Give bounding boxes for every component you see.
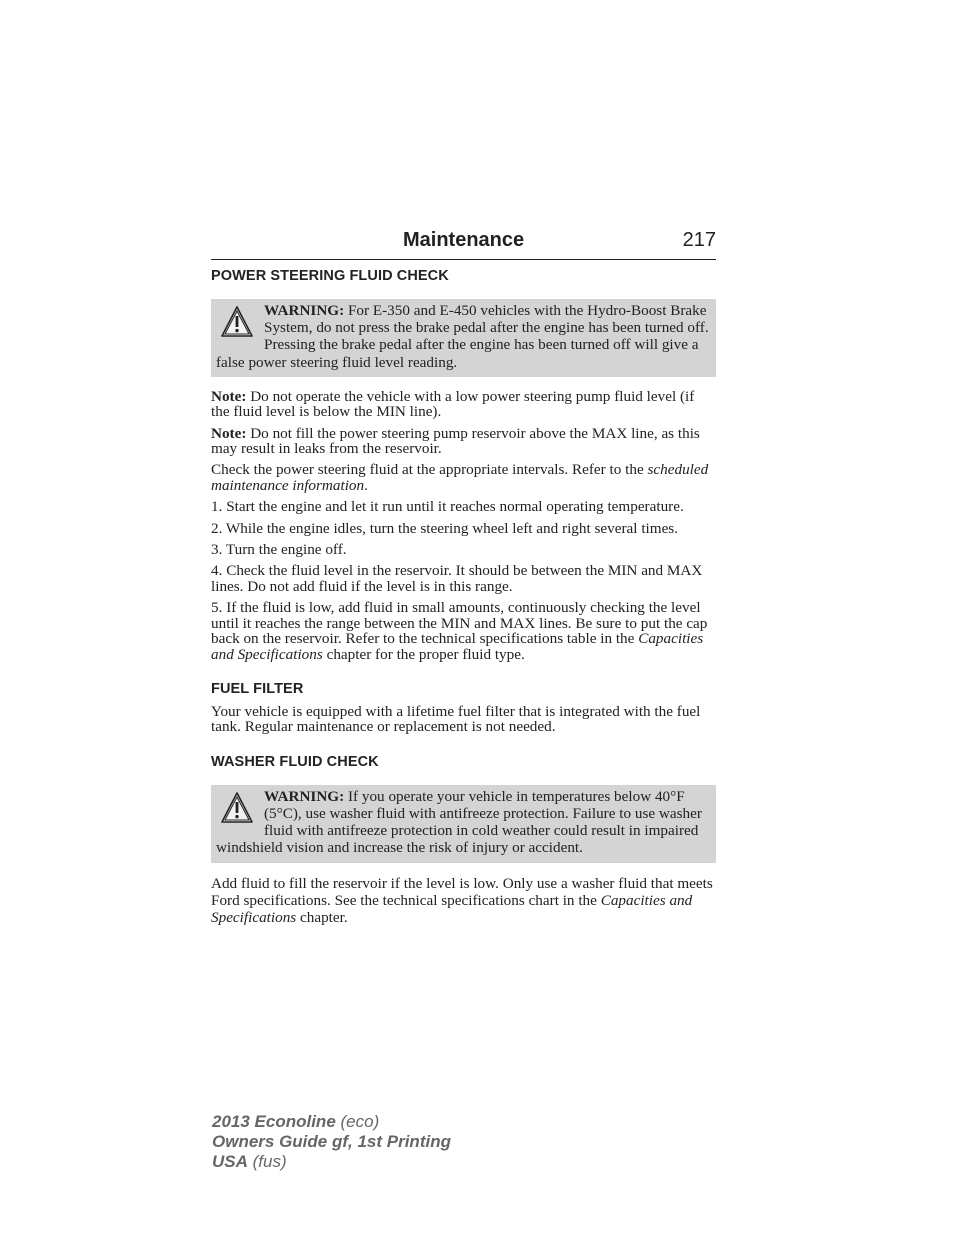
power-steering-warning-box <box>211 299 716 377</box>
note-label: Note: <box>211 387 247 405</box>
step-5 <box>211 600 716 662</box>
step-text: 5. If the fluid is low, add fluid in small amounts, continuously checking the level until it reaches the range between the MIN and MAX lines. Be sure to put the cap back on the reservoir. Refer to the technical specifications table in the <box>211 599 708 648</box>
washer-fluid-paragraph <box>211 875 716 926</box>
footer-guide: Owners Guide gf, 1st Printing <box>212 1132 451 1151</box>
section-title: Maintenance <box>403 229 525 251</box>
footer-model-code: (eco) <box>340 1112 380 1131</box>
footer-line-model <box>212 1112 451 1132</box>
paragraph-text: Add fluid to fill the reservoir if the level is low. Only use a washer fluid that meets Ford specifications. See the technical specifications chart in the <box>211 874 713 909</box>
warning-text: If you operate your vehicle in temperatures below 40°F (5°C), use washer fluid with antifreeze protection. Failure to use washer fluid with antifreeze protection in cold weather could result in impaired windshield vision and increase the risk of injury or accident. <box>216 787 702 857</box>
scheduled-maintenance-reference: scheduled maintenance information <box>211 461 709 494</box>
note-low-fluid <box>211 389 716 420</box>
fuel-filter-heading: FUEL FILTER <box>211 680 304 697</box>
check-intervals-paragraph <box>211 462 716 493</box>
step-2: 2. While the engine idles, turn the steering wheel left and right several times. <box>211 519 679 537</box>
warning-label: WARNING: <box>264 302 345 319</box>
page-footer <box>212 1112 451 1172</box>
warning-triangle-icon <box>220 791 254 825</box>
note-label: Note: <box>211 424 247 442</box>
note-text: Do not fill the power steering pump reservoir above the MAX line, as this may result in leaks from the reservoir. <box>211 424 700 458</box>
washer-fluid-heading: WASHER FLUID CHECK <box>211 753 379 770</box>
paragraph-end: chapter. <box>300 908 348 926</box>
warning-triangle-icon <box>220 305 254 339</box>
step-3: 3. Turn the engine off. <box>211 541 347 559</box>
note-text: Do not operate the vehicle with a low power steering pump fluid level (if the fluid level is below the MIN line). <box>211 387 695 421</box>
footer-market-code: (fus) <box>252 1152 287 1171</box>
step-4: 4. Check the fluid level in the reservoir. It should be between the MIN and MAX lines. Do not add fluid if the level is in this range. <box>211 562 703 595</box>
step-text-end: chapter for the proper fluid type. <box>326 645 525 663</box>
washer-fluid-warning-box <box>211 785 716 863</box>
fuel-filter-paragraph: Your vehicle is equipped with a lifetime fuel filter that is integrated with the fuel tank. Regular maintenance or replacement is not needed. <box>211 702 701 736</box>
footer-line-guide <box>212 1132 451 1152</box>
footer-market: USA <box>212 1152 248 1171</box>
note-overfill <box>211 426 716 457</box>
page-header <box>211 229 716 260</box>
paragraph-text: Check the power steering fluid at the appropriate intervals. Refer to the <box>211 461 644 479</box>
warning-text: For E-350 and E-450 vehicles with the Hydro-Boost Brake System, do not press the brake pedal after the engine has been turned off. Pressing the brake pedal after the engine has been turned off will give a false power steering fluid level reading. <box>216 302 709 371</box>
page-number: 217 <box>682 229 716 251</box>
step-1: 1. Start the engine and let it run until it reaches normal operating temperature. <box>211 498 684 516</box>
power-steering-heading: POWER STEERING FLUID CHECK <box>211 268 449 284</box>
paragraph-end: . <box>364 476 368 494</box>
footer-line-market <box>212 1152 451 1172</box>
warning-label: WARNING: <box>264 787 345 805</box>
capacities-reference: Capacities and Specifications <box>211 891 693 926</box>
capacities-reference: Capacities and Specifications <box>211 630 704 663</box>
footer-model: 2013 Econoline <box>212 1112 336 1131</box>
page-content <box>211 267 716 932</box>
